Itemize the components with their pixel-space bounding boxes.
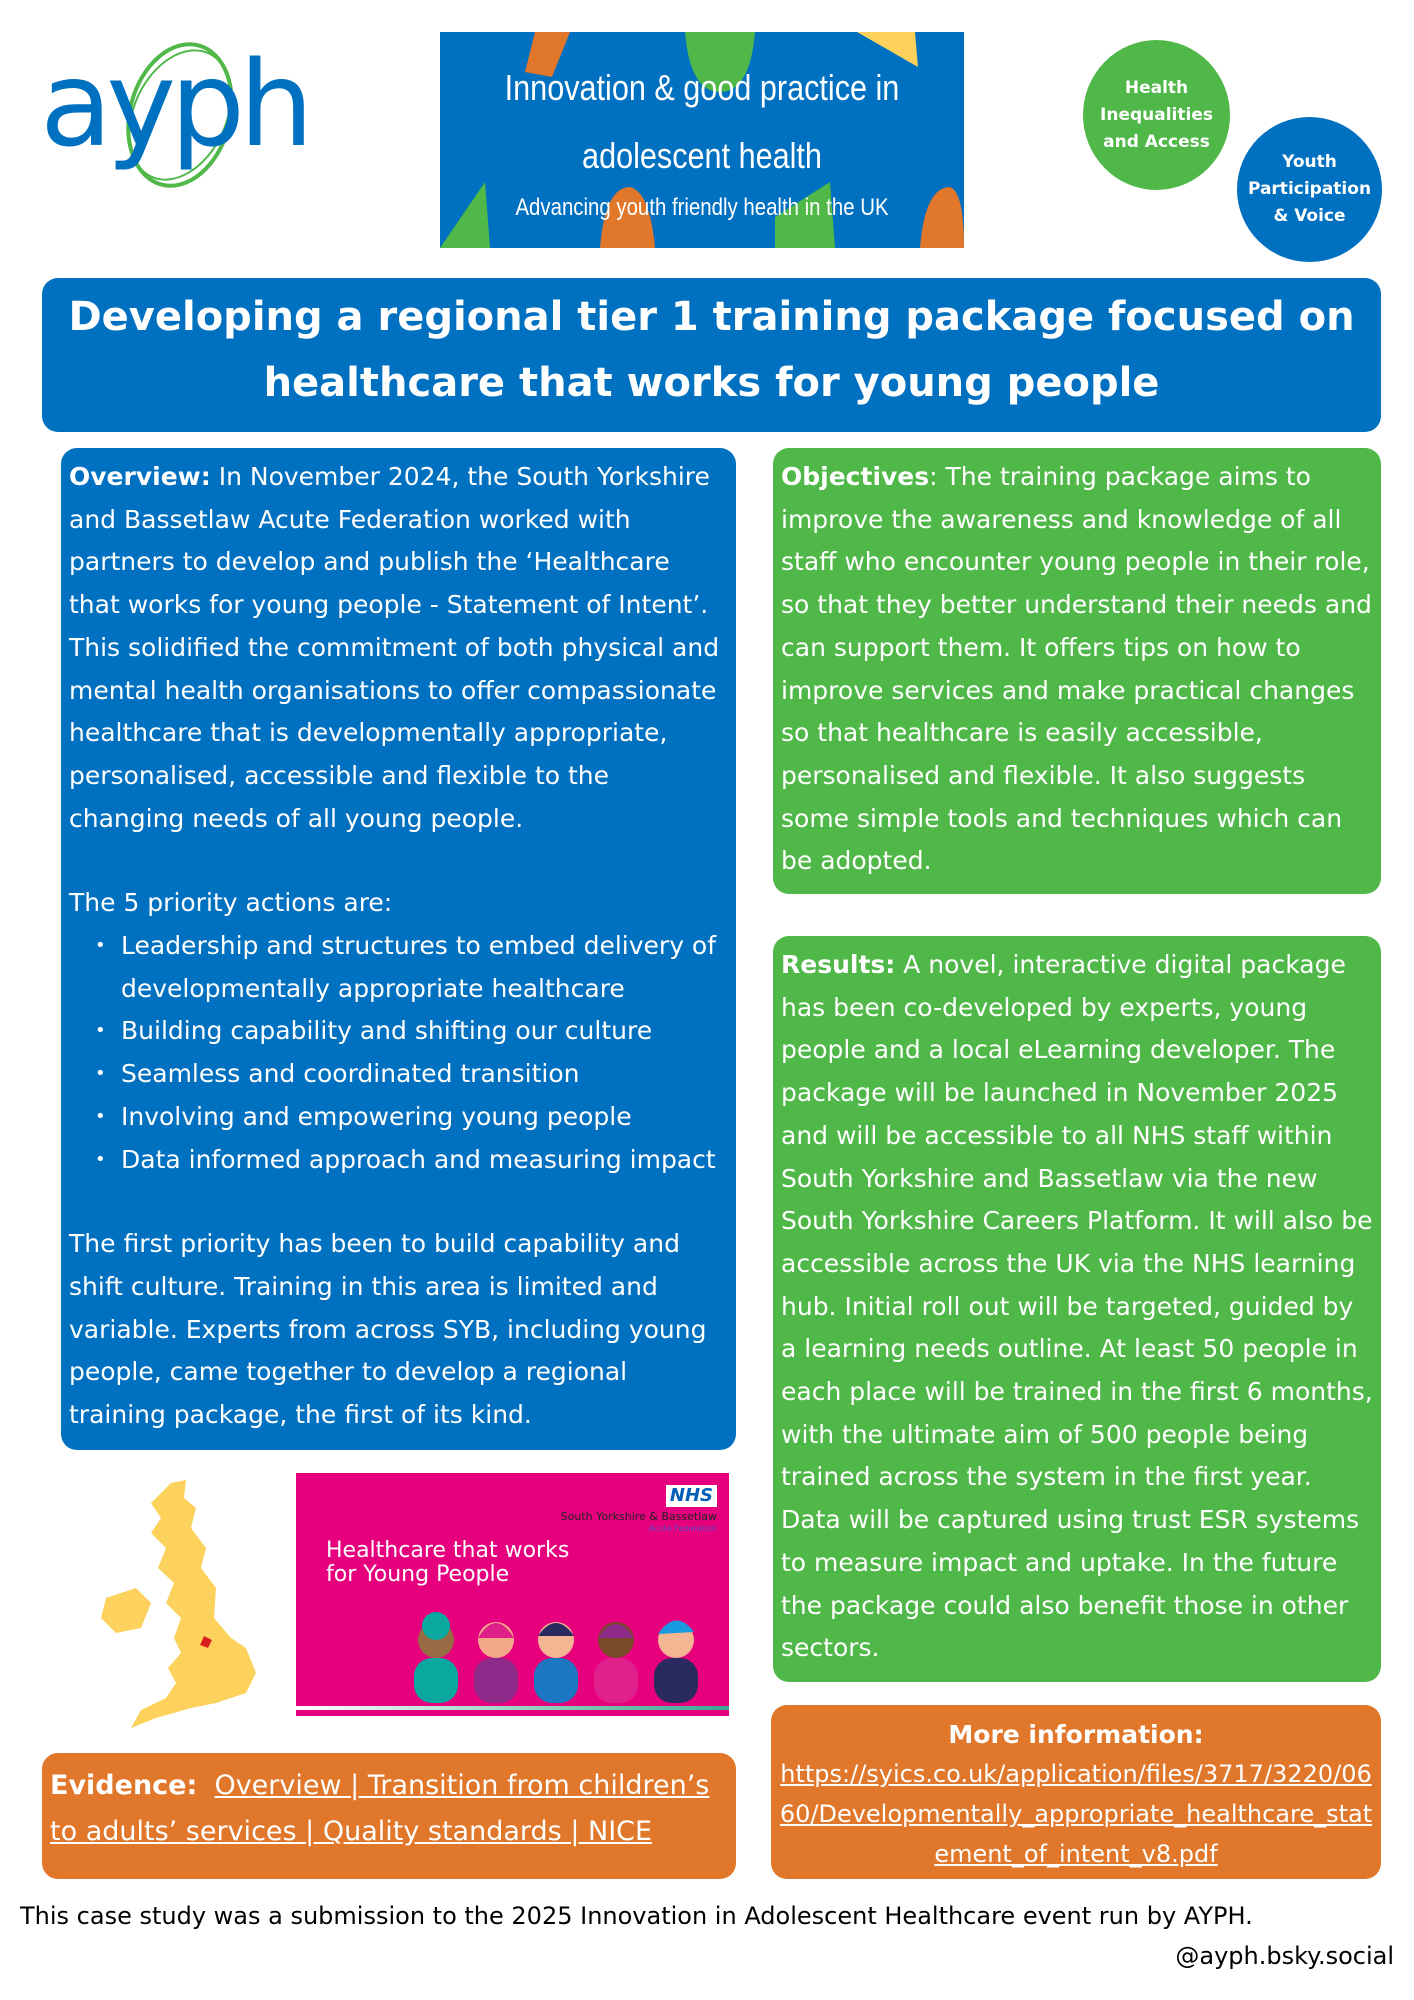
event-banner [440, 32, 964, 248]
results-label: Results: [781, 950, 896, 979]
young-people-illustration [406, 1608, 726, 1708]
overview-panel [61, 448, 736, 1450]
banner-subtitle: Advancing youth friendly health in the UK [515, 194, 889, 221]
list-item: • Involving and empowering young people [89, 1096, 728, 1139]
priorities-list [89, 925, 728, 1181]
overview-closing: The first priority has been to build capability and shift culture. Training in this area is limited and variable. Experts from across SYB, including young people, came together to develop a regional training package, the first of its kind. [69, 1229, 707, 1430]
overview-text: In November 2024, the South Yorkshire and Bassetlaw Acute Federation worked with partners to develop and publish the ‘Healthcare that works for young people - Statement of Intent’. This solidified the commitment of both physical and mental health organisations to offer compassionate healthcare that is developmentally appropriate, personalised, accessible and flexible to the changing needs of all young people. [69, 462, 720, 833]
ayph-logo [40, 40, 320, 190]
banner-line-2: adolescent health [582, 135, 822, 176]
nhs-logo: NHS [666, 1485, 717, 1507]
overview-label: Overview: [69, 462, 211, 491]
evidence-link[interactable]: Overview | Transition from children’s to adults’ services | Quality standards | NICE [50, 1770, 710, 1847]
more-info-label: More information: [948, 1720, 1204, 1749]
list-item: • Leadership and structures to embed delivery of developmentally appropriate healthcare [89, 925, 728, 1010]
page-title: Developing a regional tier 1 training package focused on healthcare that works for young people [42, 278, 1381, 432]
more-info-panel [771, 1705, 1381, 1879]
uk-map [96, 1478, 261, 1730]
badge-health-inequalities: Health Inequalities and Access [1083, 40, 1230, 190]
evidence-label: Evidence: [50, 1770, 198, 1801]
results-panel [773, 936, 1381, 1682]
objectives-panel [773, 448, 1381, 894]
list-item: • Seamless and coordinated transition [89, 1053, 728, 1096]
banner-line-1: Innovation & good practice in [504, 67, 900, 108]
footer-note: This case study was a submission to the 2025 Innovation in Adolescent Healthcare event run by AYPH. [20, 1902, 1253, 1930]
more-info-link[interactable]: https://syics.co.uk/application/files/3717/3220/0660/Developmentally_appropriate_healthcare_statement_of_intent_v8.pdf [779, 1760, 1373, 1868]
badge-youth-participation: Youth Participation & Voice [1237, 117, 1382, 262]
priorities-intro: The 5 priority actions are: [69, 888, 393, 918]
evidence-panel [42, 1753, 736, 1879]
social-handle[interactable]: @ayph.bsky.social [1175, 1942, 1394, 1970]
list-item: • Data informed approach and measuring impact [89, 1139, 728, 1182]
list-item: • Building capability and shifting our culture [89, 1010, 728, 1053]
healthcare-young-people-image: NHS South Yorkshire & Bassetlaw Acute Federation Healthcare that works for Young People [296, 1473, 729, 1716]
results-text: A novel, interactive digital package has been co-developed by experts, young people and a local eLearning developer. The package will be launched in November 2025 and will be accessible to all NHS staff within South Yorkshire and Bassetlaw via the new South Yorkshire Careers Platform. It will also be accessible across the UK via the NHS learning hub. Initial roll out will be targeted, guided by a learning needs outline. At least 50 people in each place will be trained in the first 6 months, with the ultimate aim of 500 people being trained across the system in the first year. Data will be captured using trust ESR systems to measure impact and uptake. In the future the package could also benefit those in other sectors. [781, 950, 1373, 1663]
objectives-label: Objectives [781, 462, 930, 491]
svg-text:ayph: ayph [40, 40, 308, 173]
objectives-text: : The training package aims to improve the awareness and knowledge of all staff who encounter young people in their role, so that they better understand their needs and can support them. It offers tips on how to improve services and make practical changes so that healthcare is easily accessible, personalised and flexible. It also suggests some simple tools and techniques which can be adopted. [781, 462, 1372, 876]
